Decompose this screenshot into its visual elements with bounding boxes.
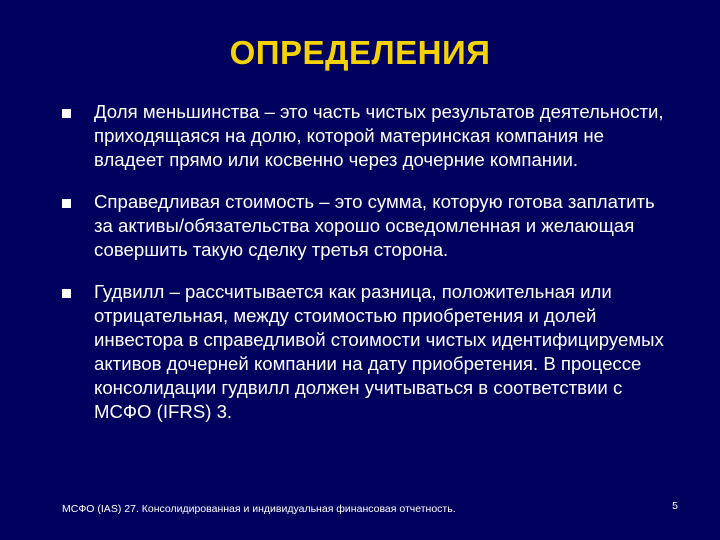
bullet-text: Гудвилл – рассчитывается как разница, положительная или отрицательная, между стоимостью приобретения и долей инвестора в справедливой стоимости чистых идентифицируемых активов дочерней компании на дату приобретения. В процессе консолидации гудвилл должен учитываться в соответствии с МСФО (IFRS) 3.	[94, 281, 664, 422]
bullet-list	[56, 100, 666, 442]
square-bullet-icon	[62, 199, 71, 208]
bullet-text: Справедливая стоимость – это сумма, которую готова заплатить за активы/обязательства хорошо осведомленная и желающая совершить такую сделку третья сторона.	[94, 191, 655, 260]
square-bullet-icon	[62, 289, 71, 298]
slide-footer: МСФО (IAS) 27. Консолидированная и индивидуальная финансовая отчетность.	[62, 503, 456, 515]
slide-title: ОПРЕДЕЛЕНИЯ	[229, 34, 491, 71]
bullet-item	[56, 100, 666, 172]
bullet-item	[56, 190, 666, 262]
bullet-item	[56, 280, 666, 424]
square-bullet-icon	[62, 109, 71, 118]
page-number: 5	[672, 500, 678, 512]
bullet-text: Доля меньшинства – это часть чистых результатов деятельности, приходящаяся на долю, которой материнская компания не владеет прямо или косвенно через дочерние компании.	[94, 101, 664, 170]
